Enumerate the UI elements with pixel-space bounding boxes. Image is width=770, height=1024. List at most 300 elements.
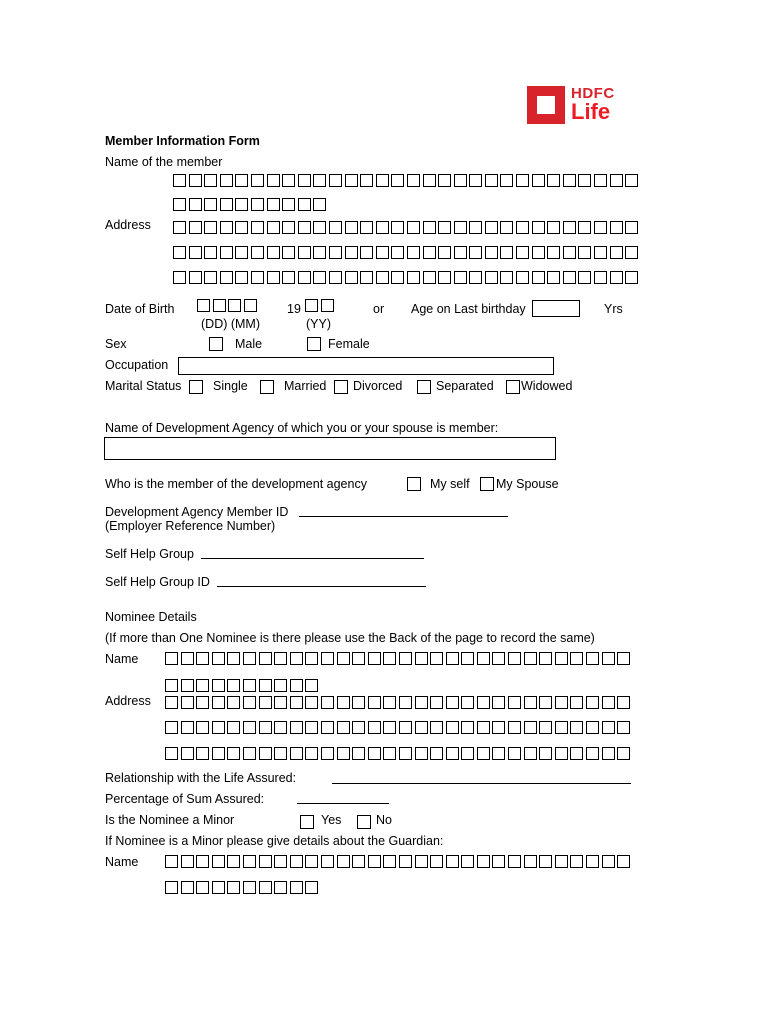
char-box[interactable] [173,246,186,259]
char-box[interactable] [563,271,576,284]
char-box[interactable] [305,721,318,734]
char-box[interactable] [235,221,248,234]
char-box[interactable] [532,174,545,187]
char-box[interactable] [196,721,209,734]
char-box[interactable] [360,221,373,234]
char-box[interactable] [539,696,552,709]
char-box[interactable] [383,721,396,734]
char-box[interactable] [251,221,264,234]
char-box[interactable] [267,174,280,187]
char-box[interactable] [438,174,451,187]
char-box[interactable] [399,747,412,760]
char-box[interactable] [524,855,537,868]
char-box[interactable] [383,696,396,709]
char-box[interactable] [391,246,404,259]
char-box[interactable] [345,221,358,234]
char-box[interactable] [547,174,560,187]
single-checkbox[interactable] [189,380,203,394]
char-box[interactable] [220,271,233,284]
char-box[interactable] [360,246,373,259]
char-box[interactable] [461,855,474,868]
char-box[interactable] [368,721,381,734]
char-box[interactable] [345,246,358,259]
address-boxes-row2[interactable] [173,246,641,259]
char-box[interactable] [212,855,225,868]
char-box[interactable] [469,221,482,234]
char-box[interactable] [165,696,178,709]
char-box[interactable] [337,747,350,760]
char-box[interactable] [259,721,272,734]
char-box[interactable] [274,652,287,665]
separated-checkbox[interactable] [417,380,431,394]
char-box[interactable] [243,679,256,692]
char-box[interactable] [539,747,552,760]
char-box[interactable] [196,855,209,868]
char-box[interactable] [524,652,537,665]
char-box[interactable] [337,652,350,665]
char-box[interactable] [181,747,194,760]
char-box[interactable] [594,246,607,259]
char-box[interactable] [625,271,638,284]
char-box[interactable] [321,696,334,709]
char-box[interactable] [446,855,459,868]
char-box[interactable] [196,881,209,894]
char-box[interactable] [282,174,295,187]
char-box[interactable] [524,696,537,709]
char-box[interactable] [173,198,186,211]
char-box[interactable] [610,221,623,234]
char-box[interactable] [196,652,209,665]
char-box[interactable] [345,271,358,284]
char-box[interactable] [500,174,513,187]
shg-line[interactable] [201,558,424,559]
char-box[interactable] [173,271,186,284]
char-box[interactable] [376,174,389,187]
char-box[interactable] [337,855,350,868]
char-box[interactable] [196,747,209,760]
char-box[interactable] [407,246,420,259]
char-box[interactable] [197,299,210,312]
char-box[interactable] [181,855,194,868]
char-box[interactable] [391,174,404,187]
char-box[interactable] [508,721,521,734]
char-box[interactable] [423,246,436,259]
char-box[interactable] [227,881,240,894]
char-box[interactable] [625,221,638,234]
nominee-address-boxes-row1[interactable] [165,696,633,709]
char-box[interactable] [313,198,326,211]
nominee-address-boxes-row2[interactable] [165,721,633,734]
char-box[interactable] [469,271,482,284]
char-box[interactable] [321,299,334,312]
char-box[interactable] [610,174,623,187]
char-box[interactable] [555,747,568,760]
char-box[interactable] [563,221,576,234]
char-box[interactable] [438,221,451,234]
char-box[interactable] [220,198,233,211]
char-box[interactable] [570,652,583,665]
char-box[interactable] [368,855,381,868]
char-box[interactable] [555,652,568,665]
char-box[interactable] [235,198,248,211]
char-box[interactable] [329,174,342,187]
char-box[interactable] [454,246,467,259]
char-box[interactable] [602,652,615,665]
char-box[interactable] [243,881,256,894]
char-box[interactable] [321,721,334,734]
char-box[interactable] [516,174,529,187]
char-box[interactable] [181,679,194,692]
char-box[interactable] [485,271,498,284]
char-box[interactable] [539,721,552,734]
char-box[interactable] [492,855,505,868]
char-box[interactable] [267,271,280,284]
char-box[interactable] [578,271,591,284]
char-box[interactable] [189,174,202,187]
char-box[interactable] [352,747,365,760]
char-box[interactable] [547,271,560,284]
char-box[interactable] [244,299,257,312]
char-box[interactable] [274,855,287,868]
char-box[interactable] [274,881,287,894]
char-box[interactable] [227,696,240,709]
char-box[interactable] [399,721,412,734]
char-box[interactable] [165,721,178,734]
char-box[interactable] [165,881,178,894]
char-box[interactable] [212,881,225,894]
char-box[interactable] [438,246,451,259]
char-box[interactable] [204,221,217,234]
char-box[interactable] [492,652,505,665]
char-box[interactable] [586,747,599,760]
char-box[interactable] [570,747,583,760]
char-box[interactable] [423,271,436,284]
char-box[interactable] [539,652,552,665]
char-box[interactable] [305,299,318,312]
char-box[interactable] [204,246,217,259]
char-box[interactable] [259,696,272,709]
char-box[interactable] [430,652,443,665]
char-box[interactable] [610,271,623,284]
char-box[interactable] [508,696,521,709]
char-box[interactable] [594,174,607,187]
char-box[interactable] [212,679,225,692]
char-box[interactable] [321,747,334,760]
dob-yy-boxes[interactable] [305,299,336,312]
char-box[interactable] [189,198,202,211]
char-box[interactable] [594,221,607,234]
char-box[interactable] [181,881,194,894]
widowed-checkbox[interactable] [506,380,520,394]
char-box[interactable] [290,881,303,894]
char-box[interactable] [305,679,318,692]
char-box[interactable] [508,855,521,868]
char-box[interactable] [298,221,311,234]
married-checkbox[interactable] [260,380,274,394]
char-box[interactable] [165,855,178,868]
char-box[interactable] [345,174,358,187]
char-box[interactable] [625,246,638,259]
char-box[interactable] [313,221,326,234]
char-box[interactable] [477,696,490,709]
char-box[interactable] [532,221,545,234]
char-box[interactable] [500,246,513,259]
char-box[interactable] [625,174,638,187]
char-box[interactable] [368,747,381,760]
char-box[interactable] [383,747,396,760]
char-box[interactable] [399,855,412,868]
char-box[interactable] [227,652,240,665]
female-checkbox[interactable] [307,337,321,351]
char-box[interactable] [617,721,630,734]
char-box[interactable] [212,721,225,734]
guardian-name-boxes-row1[interactable] [165,855,633,868]
char-box[interactable] [555,696,568,709]
agency-input[interactable] [104,437,556,460]
char-box[interactable] [243,747,256,760]
char-box[interactable] [259,881,272,894]
shg-id-line[interactable] [217,586,426,587]
char-box[interactable] [220,221,233,234]
char-box[interactable] [305,652,318,665]
char-box[interactable] [446,721,459,734]
char-box[interactable] [290,696,303,709]
char-box[interactable] [298,271,311,284]
char-box[interactable] [469,246,482,259]
char-box[interactable] [610,246,623,259]
char-box[interactable] [337,696,350,709]
char-box[interactable] [290,652,303,665]
char-box[interactable] [586,696,599,709]
char-box[interactable] [532,246,545,259]
char-box[interactable] [313,246,326,259]
member-name-boxes-row2[interactable] [173,198,329,211]
char-box[interactable] [485,174,498,187]
char-box[interactable] [461,747,474,760]
char-box[interactable] [383,855,396,868]
char-box[interactable] [360,271,373,284]
char-box[interactable] [469,174,482,187]
myself-checkbox[interactable] [407,477,421,491]
char-box[interactable] [243,855,256,868]
char-box[interactable] [196,696,209,709]
char-box[interactable] [454,271,467,284]
char-box[interactable] [290,855,303,868]
address-boxes-row3[interactable] [173,271,641,284]
myspouse-checkbox[interactable] [480,477,494,491]
char-box[interactable] [430,696,443,709]
char-box[interactable] [337,721,350,734]
char-box[interactable] [321,652,334,665]
char-box[interactable] [165,679,178,692]
char-box[interactable] [204,174,217,187]
char-box[interactable] [570,696,583,709]
char-box[interactable] [196,679,209,692]
char-box[interactable] [290,747,303,760]
char-box[interactable] [516,271,529,284]
char-box[interactable] [189,246,202,259]
char-box[interactable] [329,221,342,234]
char-box[interactable] [235,246,248,259]
char-box[interactable] [415,721,428,734]
char-box[interactable] [508,652,521,665]
char-box[interactable] [415,747,428,760]
nominee-name-boxes-row2[interactable] [165,679,321,692]
char-box[interactable] [415,652,428,665]
char-box[interactable] [391,271,404,284]
char-box[interactable] [586,721,599,734]
char-box[interactable] [282,246,295,259]
char-box[interactable] [259,855,272,868]
char-box[interactable] [290,721,303,734]
char-box[interactable] [477,747,490,760]
char-box[interactable] [446,652,459,665]
char-box[interactable] [407,271,420,284]
char-box[interactable] [602,747,615,760]
char-box[interactable] [313,174,326,187]
char-box[interactable] [352,652,365,665]
char-box[interactable] [282,221,295,234]
char-box[interactable] [415,855,428,868]
char-box[interactable] [368,696,381,709]
char-box[interactable] [274,721,287,734]
char-box[interactable] [500,271,513,284]
char-box[interactable] [617,855,630,868]
char-box[interactable] [235,174,248,187]
char-box[interactable] [282,271,295,284]
char-box[interactable] [461,652,474,665]
char-box[interactable] [383,652,396,665]
char-box[interactable] [454,221,467,234]
char-box[interactable] [368,652,381,665]
char-box[interactable] [189,271,202,284]
char-box[interactable] [243,721,256,734]
char-box[interactable] [602,721,615,734]
dob-ddmm-boxes[interactable] [197,299,259,312]
char-box[interactable] [376,246,389,259]
char-box[interactable] [430,721,443,734]
char-box[interactable] [235,271,248,284]
char-box[interactable] [251,246,264,259]
char-box[interactable] [508,747,521,760]
char-box[interactable] [555,721,568,734]
char-box[interactable] [227,721,240,734]
char-box[interactable] [399,652,412,665]
char-box[interactable] [227,747,240,760]
char-box[interactable] [220,174,233,187]
char-box[interactable] [352,855,365,868]
char-box[interactable] [477,855,490,868]
char-box[interactable] [267,221,280,234]
char-box[interactable] [274,696,287,709]
char-box[interactable] [391,221,404,234]
char-box[interactable] [570,721,583,734]
char-box[interactable] [415,696,428,709]
char-box[interactable] [181,721,194,734]
char-box[interactable] [524,721,537,734]
char-box[interactable] [516,221,529,234]
char-box[interactable] [430,855,443,868]
relationship-line[interactable] [332,783,631,784]
char-box[interactable] [438,271,451,284]
char-box[interactable] [290,679,303,692]
male-checkbox[interactable] [209,337,223,351]
char-box[interactable] [213,299,226,312]
char-box[interactable] [243,652,256,665]
char-box[interactable] [563,246,576,259]
char-box[interactable] [212,696,225,709]
char-box[interactable] [298,174,311,187]
char-box[interactable] [227,679,240,692]
char-box[interactable] [376,221,389,234]
char-box[interactable] [274,679,287,692]
char-box[interactable] [259,679,272,692]
char-box[interactable] [578,246,591,259]
nominee-name-boxes-row1[interactable] [165,652,633,665]
char-box[interactable] [259,652,272,665]
char-box[interactable] [313,271,326,284]
char-box[interactable] [165,747,178,760]
char-box[interactable] [563,174,576,187]
char-box[interactable] [267,246,280,259]
member-name-boxes-row1[interactable] [173,174,641,187]
char-box[interactable] [305,747,318,760]
agency-id-line[interactable] [299,516,508,517]
char-box[interactable] [352,696,365,709]
char-box[interactable] [492,721,505,734]
char-box[interactable] [329,271,342,284]
char-box[interactable] [516,246,529,259]
char-box[interactable] [228,299,241,312]
char-box[interactable] [251,271,264,284]
address-boxes-row1[interactable] [173,221,641,234]
char-box[interactable] [423,221,436,234]
char-box[interactable] [492,696,505,709]
char-box[interactable] [454,174,467,187]
char-box[interactable] [212,652,225,665]
char-box[interactable] [243,696,256,709]
char-box[interactable] [547,246,560,259]
char-box[interactable] [259,747,272,760]
char-box[interactable] [547,221,560,234]
char-box[interactable] [578,221,591,234]
char-box[interactable] [602,855,615,868]
char-box[interactable] [485,246,498,259]
char-box[interactable] [524,747,537,760]
char-box[interactable] [423,174,436,187]
nominee-address-boxes-row3[interactable] [165,747,633,760]
char-box[interactable] [555,855,568,868]
char-box[interactable] [212,747,225,760]
char-box[interactable] [305,881,318,894]
char-box[interactable] [282,198,295,211]
char-box[interactable] [446,747,459,760]
char-box[interactable] [204,198,217,211]
occupation-input[interactable] [178,357,554,375]
char-box[interactable] [461,721,474,734]
char-box[interactable] [477,721,490,734]
char-box[interactable] [477,652,490,665]
char-box[interactable] [305,696,318,709]
char-box[interactable] [586,652,599,665]
char-box[interactable] [617,696,630,709]
char-box[interactable] [485,221,498,234]
char-box[interactable] [360,174,373,187]
char-box[interactable] [298,246,311,259]
char-box[interactable] [329,246,342,259]
char-box[interactable] [617,747,630,760]
char-box[interactable] [204,271,217,284]
